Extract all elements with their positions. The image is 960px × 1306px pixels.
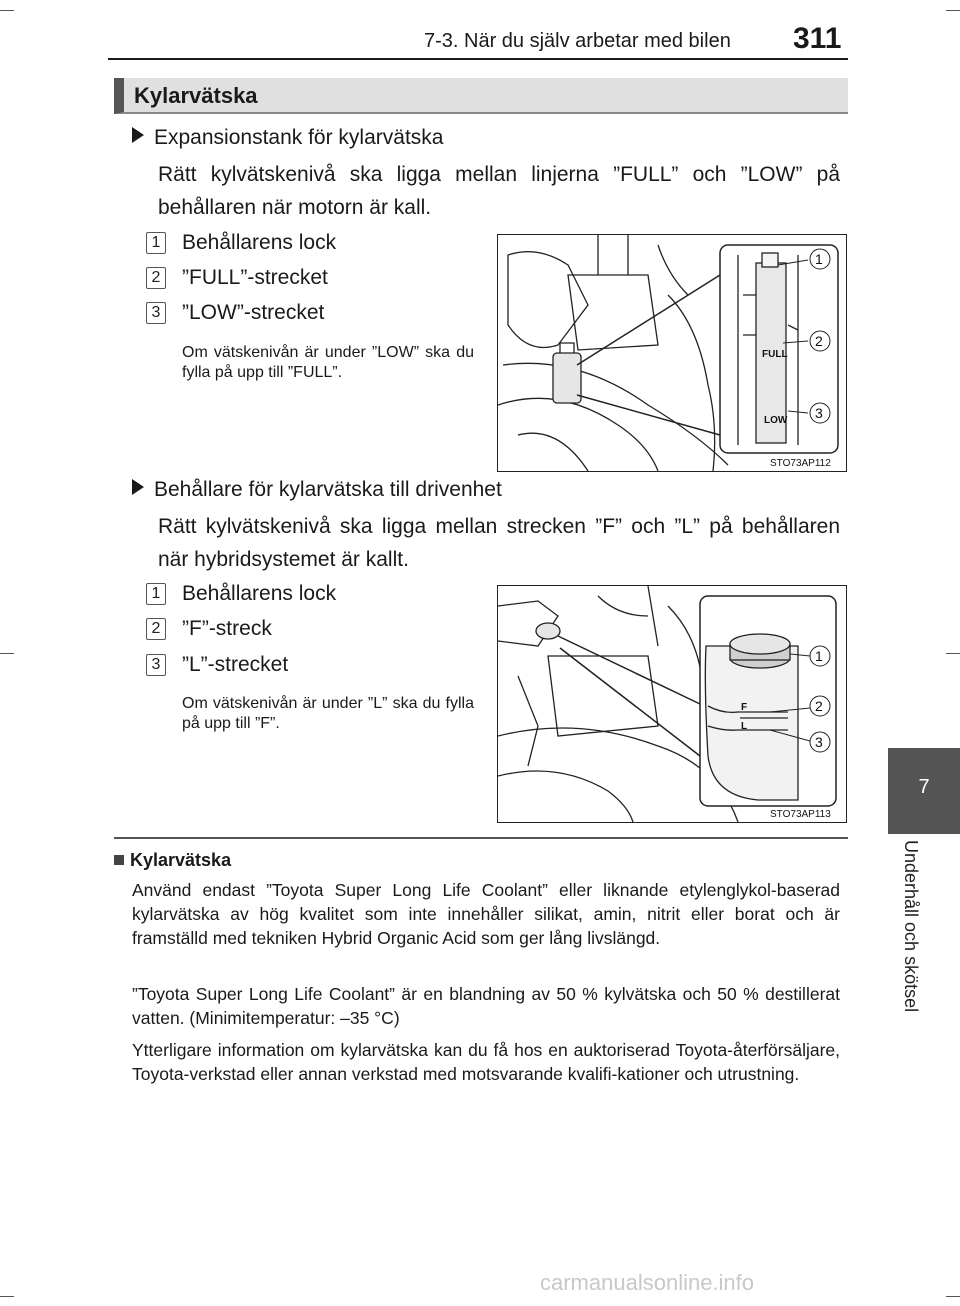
watermark: carmanualsonline.info [540, 1270, 755, 1295]
info-paragraph: ”Toyota Super Long Life Coolant” är en blandning av 50 % kylvätska och 50 % destillerat vatten. (Minimitemperatur: –35 °C) [132, 984, 840, 1028]
callout-3: 3 [815, 734, 823, 750]
chapter-tab-label-text: Underhåll och skötsel [901, 840, 921, 1013]
crop-mark [946, 10, 960, 11]
crop-mark [946, 653, 960, 654]
engine-bay-illustration [498, 235, 846, 471]
callout-3: 3 [815, 405, 823, 421]
legend-item: ”LOW”-strecket [182, 301, 325, 324]
info-paragraph: Ytterligare information om kylarvätska kan du få hos en auktoriserad Toyota-återförsäljare, Toyota-verkstad eller annan verkstad med motsvarande kvalifi-kationer och utrustning. [132, 1040, 840, 1084]
info-paragraph: Använd endast ”Toyota Super Long Life Coolant” eller liknande etylenglykol-baserad kylarvätska av hög kvalitet som inte innehåller silikat, amin, nitrit eller borat och är framställd med tekniken Hybrid Organic Acid som ger lång livslängd. [132, 880, 840, 948]
crop-mark [0, 10, 14, 11]
figure-code: STO73AP112 [770, 458, 831, 469]
figure-expansion-tank [497, 234, 847, 472]
low-mark: LOW [764, 415, 788, 426]
square-bullet-icon [114, 855, 124, 865]
callout-1: 1 [815, 251, 823, 267]
f-mark: F [741, 702, 748, 713]
paragraph: Rätt kylvätskenivå ska ligga mellan linjerna ”FULL” och ”LOW” på behållaren när motorn är kall. [158, 163, 840, 219]
figure-code: STO73AP113 [770, 809, 831, 820]
l-mark: L [741, 721, 748, 732]
number-badge: 3 [146, 654, 166, 676]
info-heading-text: Kylarvätska [130, 850, 232, 870]
chapter-tab-number: 7 [918, 776, 930, 798]
crop-mark [0, 653, 14, 654]
chapter-title: 7-3. När du själv arbetar med bilen [424, 30, 731, 52]
crop-mark [946, 1296, 960, 1297]
section-title-bar [114, 78, 848, 114]
paragraph: Rätt kylvätskenivå ska ligga mellan strecken ”F” och ”L” på behållaren när hybridsystemet är kallt. [158, 515, 840, 571]
heading-text: Behållare för kylarvätska till drivenhet [154, 478, 502, 501]
figure-drive-unit-reservoir [497, 585, 847, 823]
callout-2: 2 [815, 333, 823, 349]
triangle-bullet-icon [132, 127, 144, 143]
legend-item: Behållarens lock [182, 231, 337, 254]
info-heading [114, 850, 231, 871]
note-text: Om vätskenivån är under ”LOW” ska du fylla på upp till ”FULL”. [182, 344, 474, 381]
number-badge: 1 [146, 232, 166, 254]
callout-2: 2 [815, 698, 823, 714]
callout-1: 1 [815, 648, 823, 664]
header-rule [108, 58, 848, 60]
number-badge: 3 [146, 302, 166, 324]
number-badge: 2 [146, 618, 166, 640]
triangle-bullet-icon [132, 479, 144, 495]
full-mark: FULL [762, 349, 788, 360]
number-badge: 1 [146, 583, 166, 605]
legend-item: Behållarens lock [182, 582, 337, 605]
number-badge: 2 [146, 267, 166, 289]
chapter-tab-label [890, 840, 930, 1040]
subsection-heading-expansion-tank [132, 126, 443, 150]
section-divider [114, 837, 848, 839]
chapter-tab [888, 748, 960, 834]
engine-bay-illustration [498, 586, 846, 822]
legend-item: ”L”-strecket [182, 653, 289, 676]
subsection-heading-drive-unit [132, 478, 502, 502]
legend-item: ”FULL”-strecket [182, 266, 328, 289]
section-title: Kylarvätska [134, 83, 258, 108]
legend-item: ”F”-streck [182, 617, 272, 640]
crop-mark [0, 1296, 14, 1297]
page-number: 311 [793, 22, 842, 55]
note-text: Om vätskenivån är under ”L” ska du fylla på upp till ”F”. [182, 695, 474, 732]
heading-text: Expansionstank för kylarvätska [154, 126, 444, 149]
